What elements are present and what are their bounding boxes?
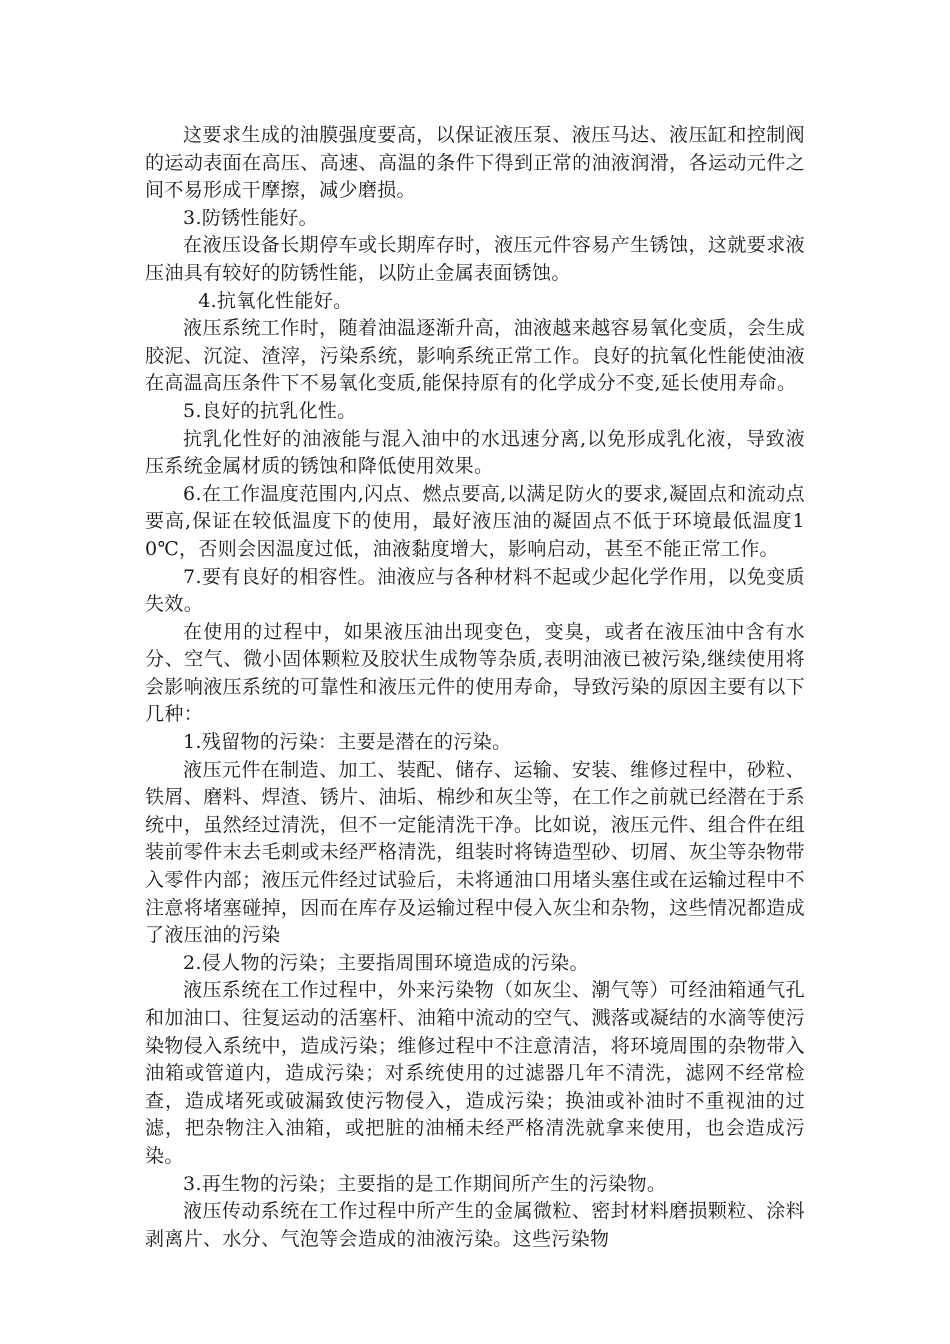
heading-intrusion-contamination: 2.侵人物的污染；主要指周围环境造成的污染。 [183, 951, 589, 974]
heading-oxidation-resistance: 4.抗氧化性能好。 [198, 289, 353, 312]
document-page [145, 122, 805, 1253]
paragraph-contamination-intro: 在使用的过程中，如果液压油出现变色，变臭，或者在液压油中含有水分、空气、微小固体颗粒及胶状生成物等杂质,表明油液已被污染,继续使用将会影响液压系统的可靠性和液压元件的使用寿命，导致污染的原因主要有以下几种： [145, 620, 805, 726]
heading-regenerated-contamination: 3.再生物的污染；主要指的是工作期间所产生的污染物。 [183, 1172, 667, 1195]
paragraph-oxidation-resistance: 液压系统工作时，随着油温逐渐升高，油液越来越容易氧化变质，会生成胶泥、沉淀、渣滓，污染系统，影响系统正常工作。良好的抗氧化性能使油液在高温高压条件下不易氧化变质,能保持原有的化学成分不变,延长使用寿命。 [145, 317, 805, 395]
paragraph-rust-prevention: 在液压设备长期停车或长期库存时，液压元件容易产生锈蚀，这就要求液压油具有较好的防锈性能，以防止金属表面锈蚀。 [145, 234, 805, 284]
paragraph-demulsibility: 抗乳化性好的油液能与混入油中的水迅速分离,以免形成乳化液，导致液压系统金属材质的锈蚀和降低使用效果。 [145, 427, 805, 478]
paragraph-compatibility: 7.要有良好的相容性。油液应与各种材料不起或少起化学作用，以免变质失效。 [145, 565, 805, 616]
heading-residual-contamination: 1.残留物的污染：主要是潜在的污染。 [183, 731, 512, 754]
paragraph-intrusion-contamination: 液压系统在工作过程中，外来污染物（如灰尘、潮气等）可经油箱通气孔和加油口、往复运动的活塞杆、油箱中流动的空气、溅落或凝结的水滴等使污染物侵入系统中，造成污染；维修过程中不注意清洁，将环境周围的杂物带入油箱或管道内，造成污染；对系统使用的过滤器几年不清洗，滤网不经常检查，造成堵死或破漏致使污物侵入，造成污染；换油或补油时不重视油的过滤，把杂物注入油箱，或把脏的油桶未经严格清洗就拿来使用，也会造成污染。 [145, 979, 805, 1167]
paragraph-film-strength: 这要求生成的油膜强度要高，以保证液压泵、液压马达、液压缸和控制阀的运动表面在高压、高速、高温的条件下得到正常的油液润滑，各运动元件之间不易形成干摩擦，减少磨损。 [145, 124, 805, 202]
paragraph-regenerated-contamination: 液压传动系统在工作过程中所产生的金属微粒、密封材料磨损颗粒、涂料剥离片、水分、气泡等会造成的油液污染。这些污染物 [145, 1200, 805, 1250]
heading-rust-prevention: 3.防锈性能好。 [183, 206, 318, 229]
paragraph-residual-contamination: 液压元件在制造、加工、装配、储存、运输、安装、维修过程中，砂粒、铁屑、磨料、焊渣、锈片、油垢、棉纱和灰尘等，在工作之前就已经潜在于系统中，虽然经过清洗，但不一定能清洗干净。比如说，液压元件、组合件在组装前零件末去毛刺或未经严格清洗，组装时将铸造型砂、切屑、灰尘等杂物带入零件内部；液压元件经过试验后，未将通油口用堵头塞住或在运输过程中不注意将堵塞碰掉，因而在库存及运输过程中侵入灰尘和杂物，这些情况都造成了液压油的污染 [145, 758, 805, 947]
heading-demulsibility: 5.良好的抗乳化性。 [183, 399, 357, 422]
paragraph-flash-point: 6.在工作温度范围内,闪点、燃点要高,以满足防火的要求,凝固点和流动点要高,保证在较低温度下的使用，最好液压油的凝固点不低于环境最低温度10℃，否则会因温度过低，油液黏度增大，影响启动，甚至不能正常工作。 [145, 482, 805, 560]
